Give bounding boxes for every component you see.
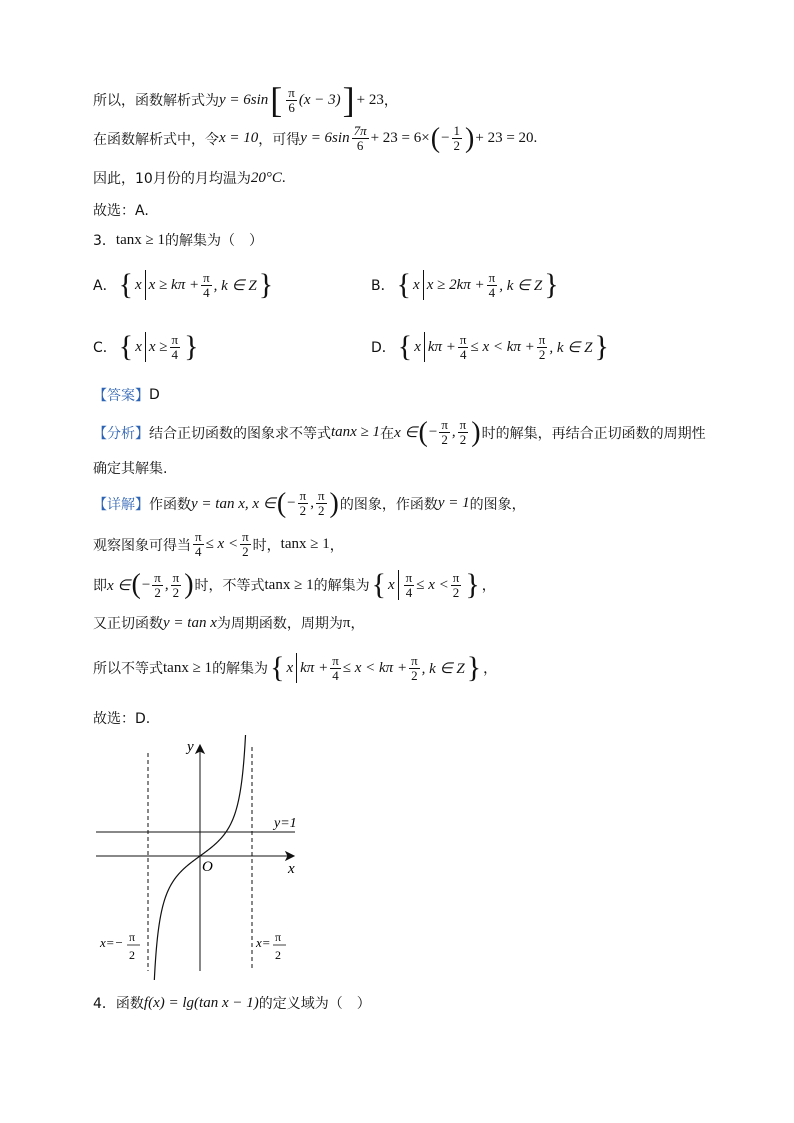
fraction: $\frac{7\pi}{6}$ [353, 123, 367, 153]
math-expr: y = 6sin [219, 91, 269, 108]
paren: ) [465, 122, 475, 154]
analysis-line-2: 确定其解集. [93, 461, 168, 477]
detail-line-1: 【详解】 作函数 y = tan x, x ∈ ( − $\frac{\pi}{2}$ , $\frac{\pi}{2}$ ) 的图象，作函数 y = 1 的图象， [93, 487, 526, 519]
question-text: 的解集为（ ） [164, 233, 263, 249]
math-expr: + 23 = 20 [475, 130, 534, 146]
math-expr: y = 6sin [300, 130, 350, 146]
answer-tag: 【答案】 [93, 388, 149, 404]
detail-line-5: 所以不等式 tanx ≥ 1 的解集为 { x kπ + $\frac{\pi}{4}$ ≤ x < kπ + $\frac{\pi}{2}$ , k ∈ Z } ， [93, 651, 498, 684]
solution-line-2 [93, 124, 537, 153]
text: ，可得 [258, 131, 301, 148]
option-label: C． [93, 340, 117, 356]
math-expr: tanx ≥ 1 [115, 231, 165, 248]
text: 在函数解析式中，令 [93, 131, 219, 148]
text: . [281, 169, 286, 186]
option-label: D． [371, 340, 396, 356]
paren: ( [430, 122, 441, 154]
option-b[interactable]: B． { x x ≥ 2kπ + $\frac{\pi}{4}$ , k ∈ Z } [371, 268, 559, 301]
detail-line-2: 观察图象可得当 $\frac{\pi}{4}$ ≤ x < $\frac{\pi}{2}$ 时， tanx ≥ 1 ， [93, 529, 344, 559]
question-number: 3． [93, 233, 116, 249]
left-asymptote-num: π [129, 930, 136, 944]
detail-line-6: 故选：D. [93, 711, 151, 727]
line-label: y=1 [274, 816, 297, 831]
answer-line [93, 385, 160, 405]
math-expr: − [441, 130, 450, 146]
question-text: 的定义域为（ ） [258, 996, 371, 1012]
choice-line: 故选：A. [93, 203, 149, 219]
right-asymptote-den: 2 [275, 948, 281, 962]
math-expr: + 23 [356, 91, 384, 108]
math-expr: + 23 = 6× [370, 130, 430, 146]
question-3 [93, 230, 263, 250]
math-expr: 20°C [250, 169, 282, 186]
bracket: [ [270, 80, 283, 120]
option-a[interactable]: A． { x x ≥ kπ + $\frac{\pi}{4}$ , k ∈ Z } [93, 268, 274, 301]
option-label: B． [371, 278, 395, 294]
option-d[interactable]: D． { x kπ + $\frac{\pi}{4}$ ≤ x < kπ + $\frac{\pi}{2}$ , k ∈ Z } [371, 330, 609, 363]
analysis-tag: 【分析】 [93, 425, 149, 442]
text: . [533, 130, 538, 146]
origin-label: O [202, 859, 213, 875]
option-c[interactable]: C． { x x ≥ $\frac{\pi}{4}$ } [93, 330, 199, 363]
detail-line-4: 又正切函数 y = tan x 为周期函数，周期为 π ， [93, 614, 365, 632]
left-asymptote-label: x=− [100, 935, 124, 950]
tangent-graph [90, 735, 320, 980]
question-4 [93, 993, 371, 1013]
analysis-line-1: 【分析】 结合正切函数的图象求不等式 tanx ≥ 1 在 x ∈ ( − $\frac{\pi}{2}$ , $\frac{\pi}{2}$ ) 时的解集，再结合正切函数的周期性 [93, 416, 706, 448]
right-asymptote-label: x= [256, 935, 271, 950]
answer-value: D [149, 387, 160, 403]
left-asymptote-den: 2 [129, 948, 135, 962]
question-number: 4． [93, 996, 116, 1012]
right-asymptote-num: π [275, 930, 282, 944]
solution-line-1 [93, 80, 398, 120]
y-axis-label: y [187, 739, 194, 755]
fraction: $\frac{1}{2}$ [453, 123, 461, 153]
text: 所以，函数解析式为 [93, 93, 219, 109]
math-expr: x = 10 [219, 130, 259, 146]
detail-line-3: 即 x ∈ ( − $\frac{\pi}{2}$ , $\frac{\pi}{2}$ ) 时，不等式 tanx ≥ 1 的解集为 { x $\frac{\pi}{4}$ ≤ x < $\frac{\pi}{2}$ } ， [93, 568, 496, 601]
option-label: A． [93, 278, 117, 294]
fraction: $\frac{\pi}{6}$ [288, 84, 295, 115]
text: 因此，10月份的月均温为 [93, 171, 251, 187]
math-expr: f(x) = lg(tan x − 1) [143, 994, 259, 1011]
text: ， [383, 93, 398, 109]
question-text: 函数 [115, 996, 144, 1012]
math-expr: (x − 3) [298, 91, 341, 108]
solution-line-3 [93, 168, 286, 188]
detail-tag: 【详解】 [93, 496, 149, 513]
x-axis-label: x [288, 861, 295, 877]
bracket: ] [342, 80, 355, 120]
